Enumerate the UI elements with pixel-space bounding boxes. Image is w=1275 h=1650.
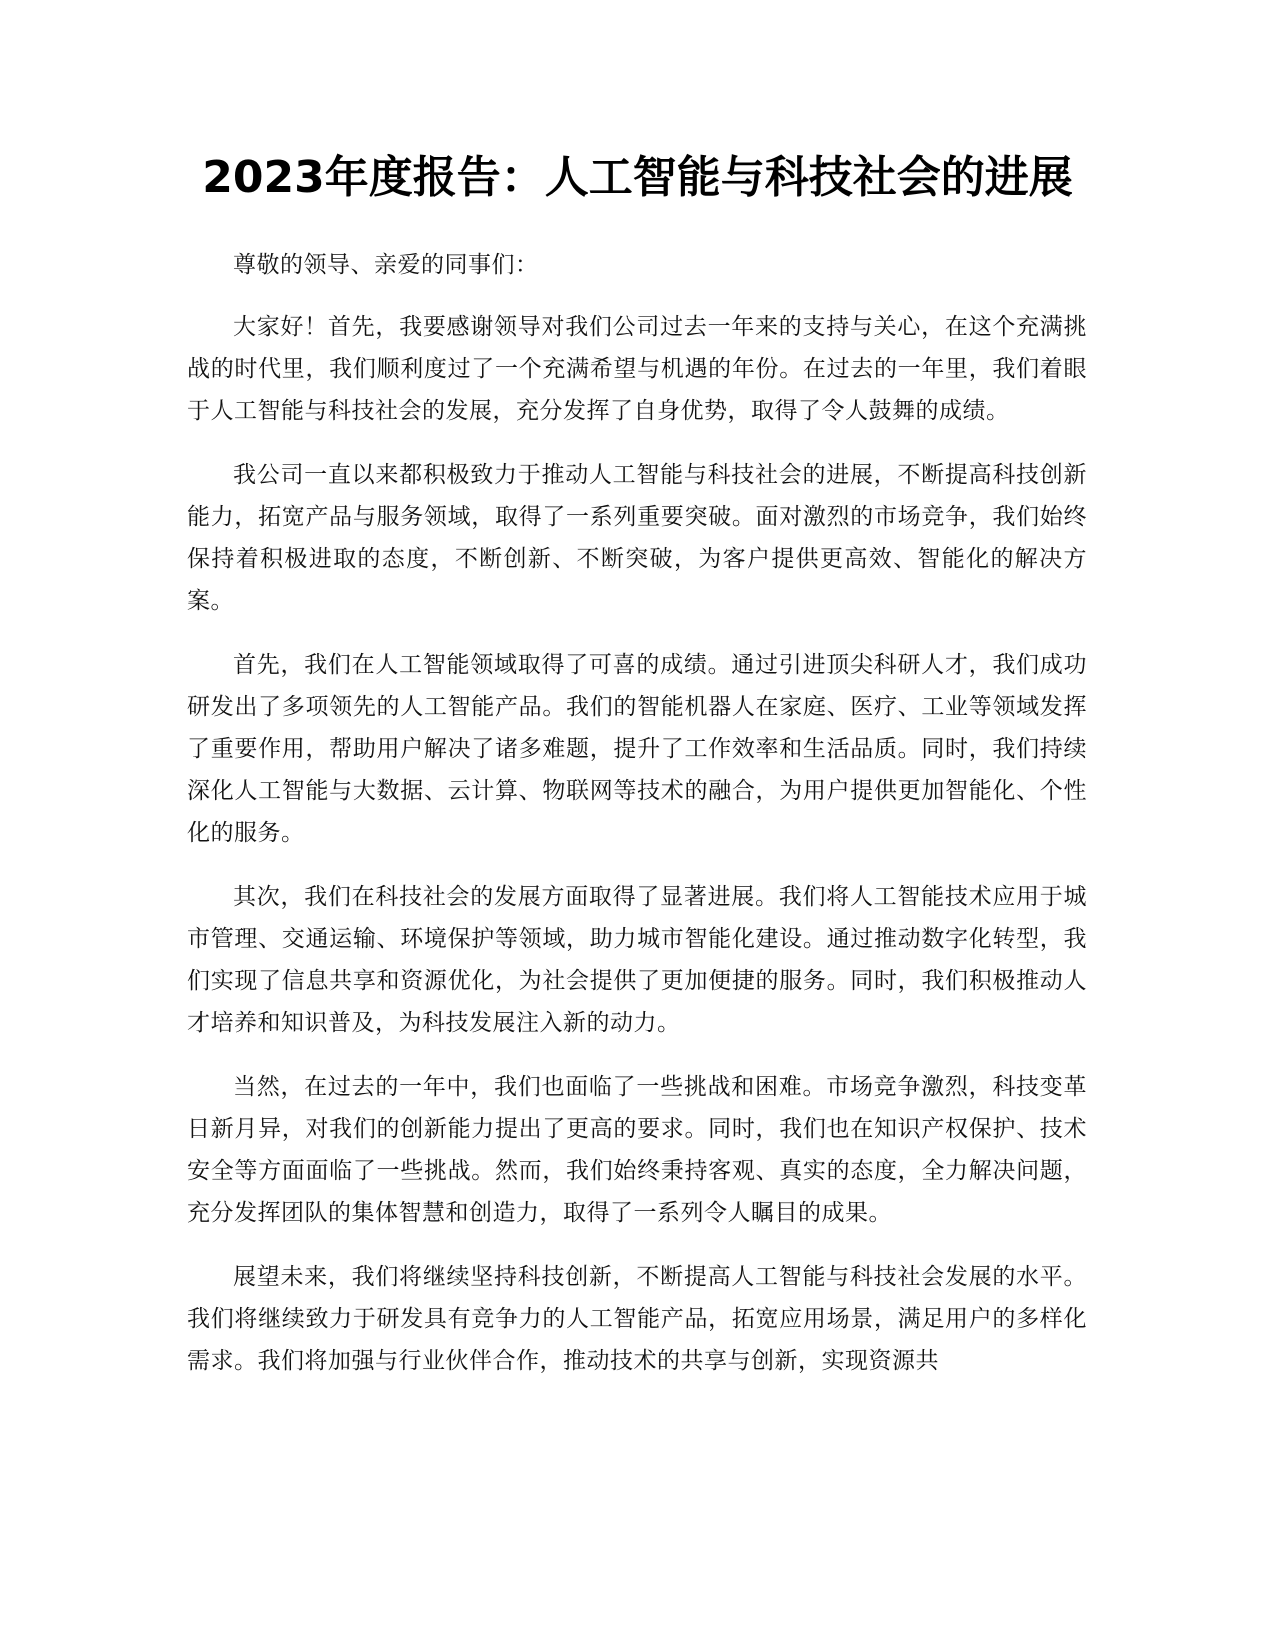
paragraph-5: 当然，在过去的一年中，我们也面临了一些挑战和困难。市场竞争激烈，科技变革日新月异，对我们的创新能力提出了更高的要求。同时，我们也在知识产权保护、技术安全等方面面临了一些挑战。然而，我们始终秉持客观、真实的态度，全力解决问题，充分发挥团队的集体智慧和创造力，取得了一系列令人瞩目的成果。 bbox=[187, 1074, 1087, 1226]
document-title: 2023年度报告：人工智能与科技社会的进展 bbox=[202, 152, 1073, 203]
paragraph-4: 其次，我们在科技社会的发展方面取得了显著进展。我们将人工智能技术应用于城市管理、交通运输、环境保护等领域，助力城市智能化建设。通过推动数字化转型，我们实现了信息共享和资源优化，为社会提供了更加便捷的服务。同时，我们积极推动人才培养和知识普及，为科技发展注入新的动力。 bbox=[187, 884, 1087, 1036]
paragraph-2: 我公司一直以来都积极致力于推动人工智能与科技社会的进展，不断提高科技创新能力，拓宽产品与服务领域，取得了一系列重要突破。面对激烈的市场竞争，我们始终保持着积极进取的态度，不断创新、不断突破，为客户提供更高效、智能化的解决方案。 bbox=[187, 462, 1087, 614]
document-body bbox=[187, 244, 1087, 1404]
paragraph-6: 展望未来，我们将继续坚持科技创新，不断提高人工智能与科技社会发展的水平。我们将继续致力于研发具有竞争力的人工智能产品，拓宽应用场景，满足用户的多样化需求。我们将加强与行业伙伴合作，推动技术的共享与创新，实现资源共 bbox=[187, 1264, 1087, 1374]
paragraph-1: 大家好！首先，我要感谢领导对我们公司过去一年来的支持与关心，在这个充满挑战的时代里，我们顺利度过了一个充满希望与机遇的年份。在过去的一年里，我们着眼于人工智能与科技社会的发展，充分发挥了自身优势，取得了令人鼓舞的成绩。 bbox=[187, 314, 1087, 424]
paragraph-3: 首先，我们在人工智能领域取得了可喜的成绩。通过引进顶尖科研人才，我们成功研发出了多项领先的人工智能产品。我们的智能机器人在家庭、医疗、工业等领域发挥了重要作用，帮助用户解决了诸多难题，提升了工作效率和生活品质。同时，我们持续深化人工智能与大数据、云计算、物联网等技术的融合，为用户提供更加智能化、个性化的服务。 bbox=[187, 652, 1087, 846]
salutation: 尊敬的领导、亲爱的同事们： bbox=[233, 252, 539, 278]
